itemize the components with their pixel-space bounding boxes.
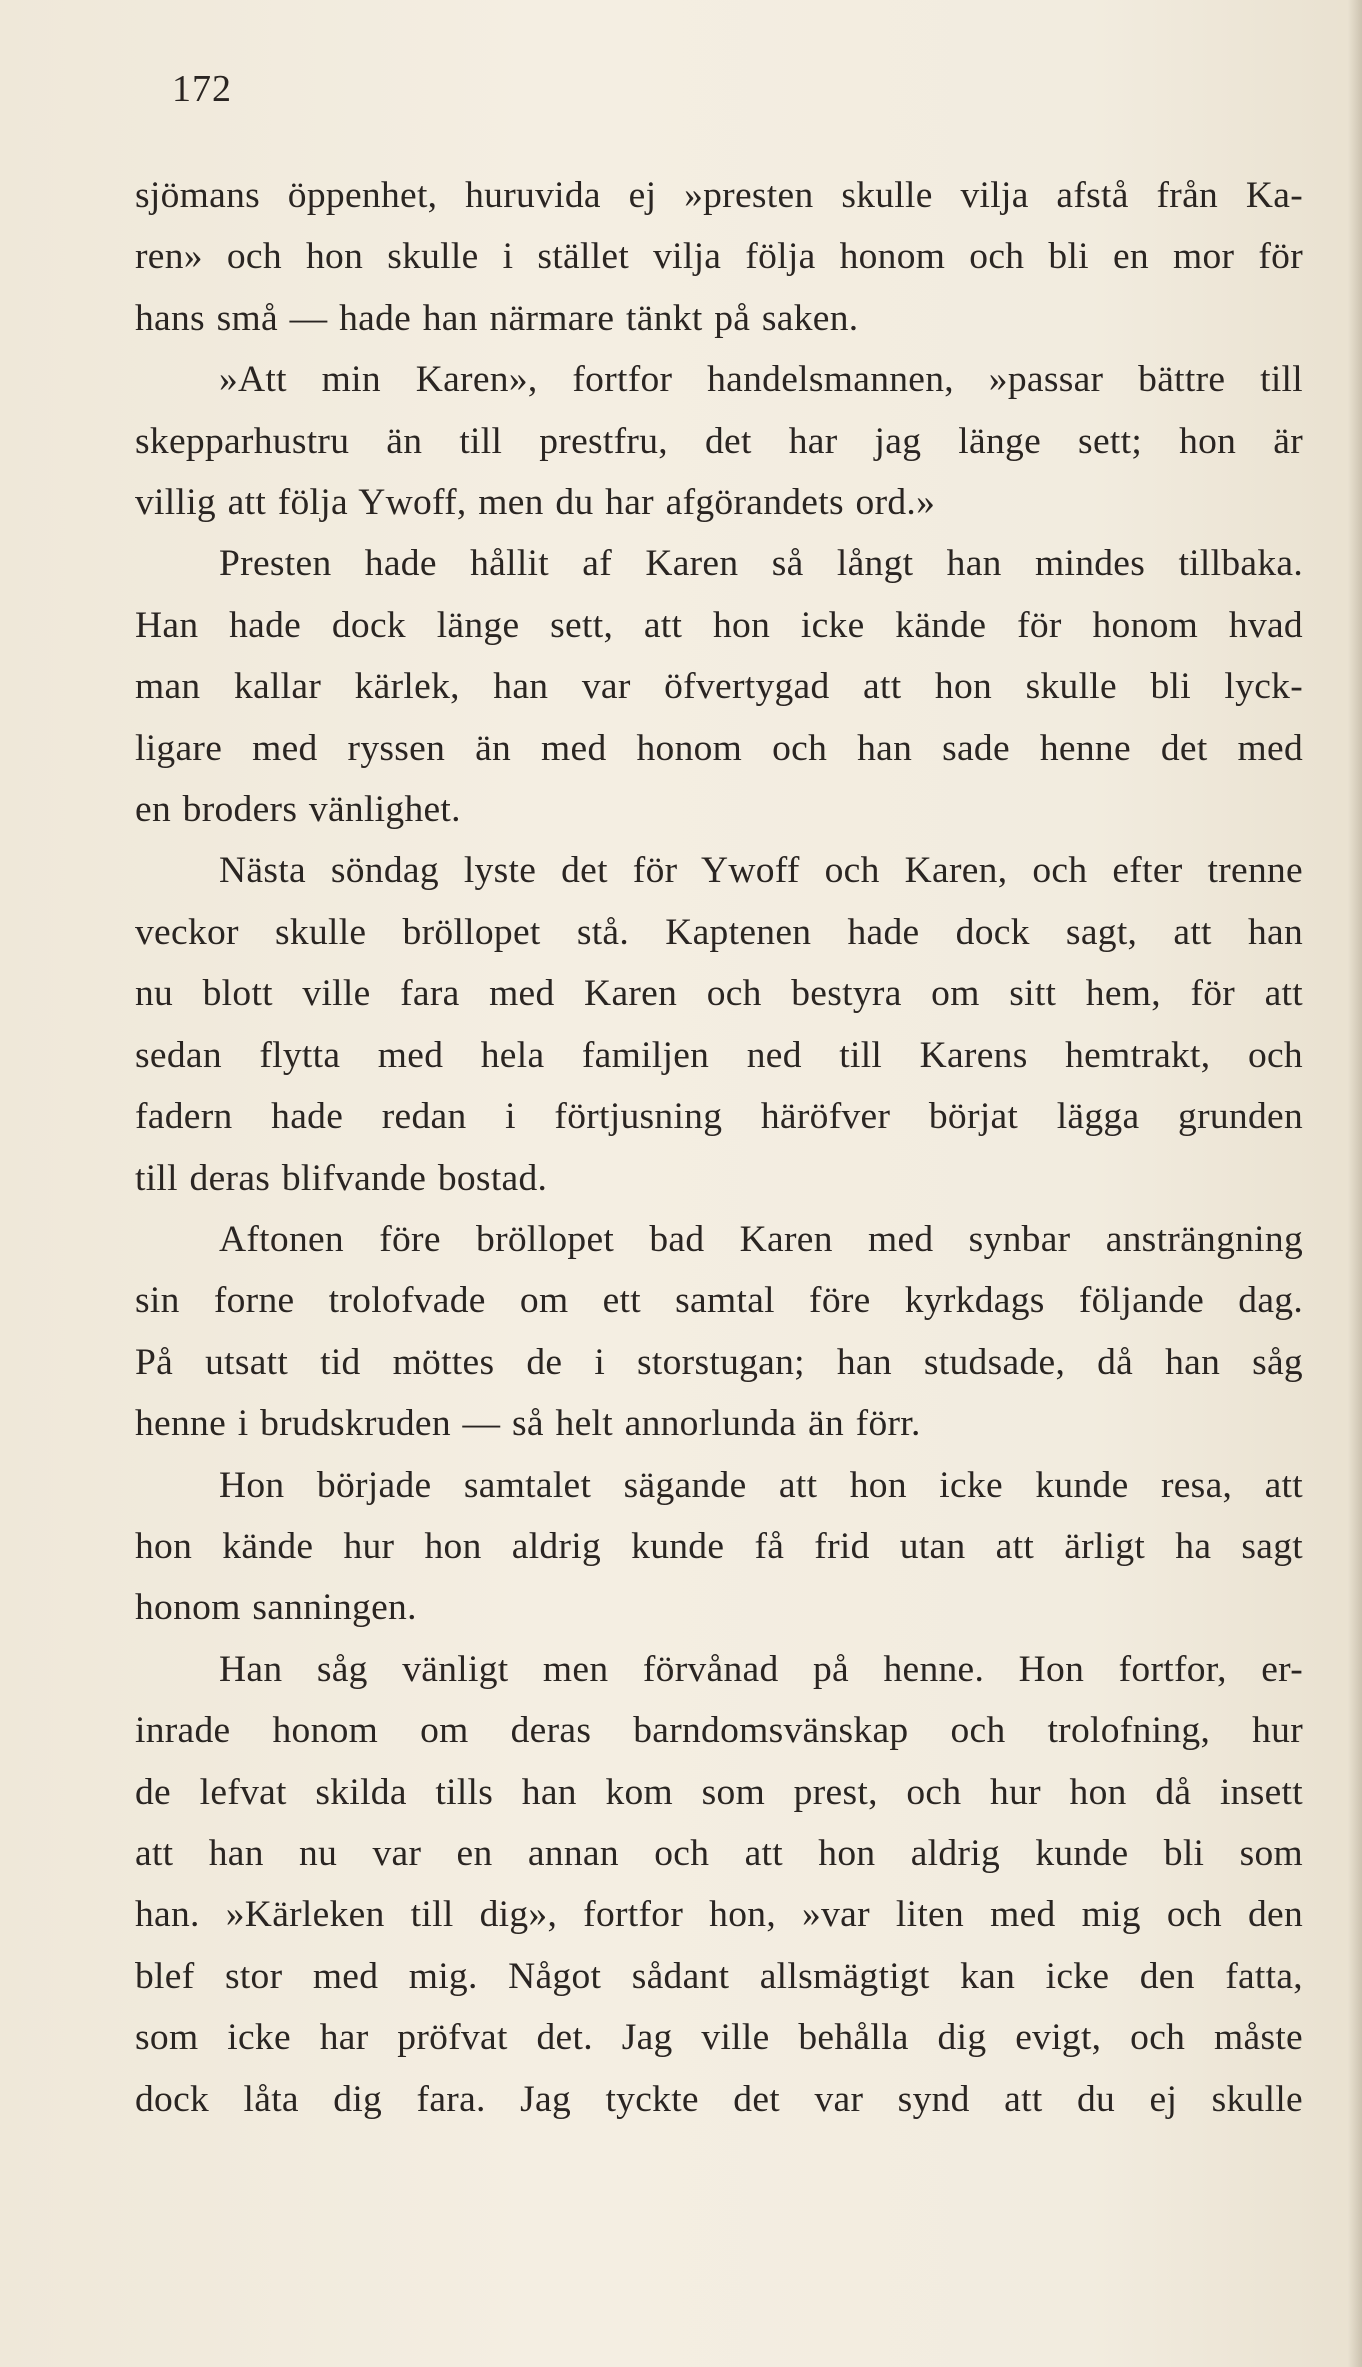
- paragraph: [135, 533, 1303, 840]
- text-line: henne i brudskruden — så helt annorlunda än förr.: [135, 1403, 921, 1445]
- text-line: en broders vänlighet.: [135, 789, 461, 831]
- text-line: ligare med ryssen än med honom och han sade henne det med: [135, 727, 1303, 769]
- page-number: 172: [172, 68, 232, 110]
- text-line: skepparhustru än till prestfru, det har jag länge sett; hon är: [135, 420, 1303, 462]
- text-line: villig att följa Ywoff, men du har afgörandets ord.»: [135, 482, 936, 524]
- text-line: Han hade dock länge sett, att hon icke kände för honom hvad: [135, 604, 1303, 646]
- paragraph: [135, 840, 1303, 1208]
- text-line: dock låta dig fara. Jag tyckte det var synd att du ej skulle: [135, 2078, 1303, 2120]
- text-line: Presten hade hållit af Karen så långt han mindes tillbaka.: [219, 543, 1303, 585]
- text-line: nu blott ville fara med Karen och bestyra om sitt hem, för att: [135, 973, 1303, 1015]
- text-line: fadern hade redan i förtjusning häröfver börjat lägga grunden: [135, 1096, 1303, 1138]
- text-line: han. »Kärleken till dig», fortfor hon, »var liten med mig och den: [135, 1894, 1303, 1936]
- text-line: veckor skulle bröllopet stå. Kaptenen hade dock sagt, att han: [135, 911, 1303, 953]
- text-line: Nästa söndag lyste det för Ywoff och Karen, och efter trenne: [219, 850, 1303, 892]
- text-line: som icke har pröfvat det. Jag ville behålla dig evigt, och måste: [135, 2017, 1303, 2059]
- text-line: Hon började samtalet sägande att hon icke kunde resa, att: [219, 1464, 1303, 1506]
- text-line: »Att min Karen», fortfor handelsmannen, »passar bättre till: [219, 359, 1303, 401]
- body-text: [135, 165, 1303, 2130]
- text-line: sin forne trolofvade om ett samtal före kyrkdags följande dag.: [135, 1280, 1303, 1322]
- text-line: sedan flytta med hela familjen ned till Karens hemtrakt, och: [135, 1034, 1303, 1076]
- text-line: till deras blifvande bostad.: [135, 1157, 548, 1199]
- paragraph: [135, 165, 1303, 349]
- text-line: hans små — hade han närmare tänkt på saken.: [135, 297, 859, 339]
- paragraph: [135, 1639, 1303, 2130]
- text-line: sjömans öppenhet, huruvida ej »presten skulle vilja afstå från Ka-: [135, 175, 1303, 216]
- page-edge-shadow: [1348, 0, 1362, 2367]
- text-line: inrade honom om deras barndomsvänskap och trolofning, hur: [135, 1710, 1303, 1752]
- text-line: På utsatt tid möttes de i storstugan; han studsade, då han såg: [135, 1341, 1303, 1383]
- text-line: blef stor med mig. Något sådant allsmägtigt kan icke den fatta,: [135, 1955, 1303, 1997]
- text-line: man kallar kärlek, han var öfvertygad att hon skulle bli lyck-: [135, 666, 1303, 708]
- paragraph: [135, 1209, 1303, 1455]
- paragraph: [135, 1455, 1303, 1639]
- text-line: de lefvat skilda tills han kom som prest, och hur hon då insett: [135, 1771, 1303, 1813]
- paragraph: [135, 349, 1303, 533]
- text-line: att han nu var en annan och att hon aldrig kunde bli som: [135, 1832, 1303, 1874]
- text-line: hon kände hur hon aldrig kunde få frid utan att ärligt ha sagt: [135, 1525, 1303, 1567]
- text-line: honom sanningen.: [135, 1587, 417, 1629]
- text-line: Han såg vänligt men förvånad på henne. Hon fortfor, er-: [219, 1648, 1303, 1690]
- text-line: Aftonen före bröllopet bad Karen med synbar ansträngning: [219, 1218, 1303, 1260]
- text-line: ren» och hon skulle i stället vilja följa honom och bli en mor för: [135, 236, 1303, 278]
